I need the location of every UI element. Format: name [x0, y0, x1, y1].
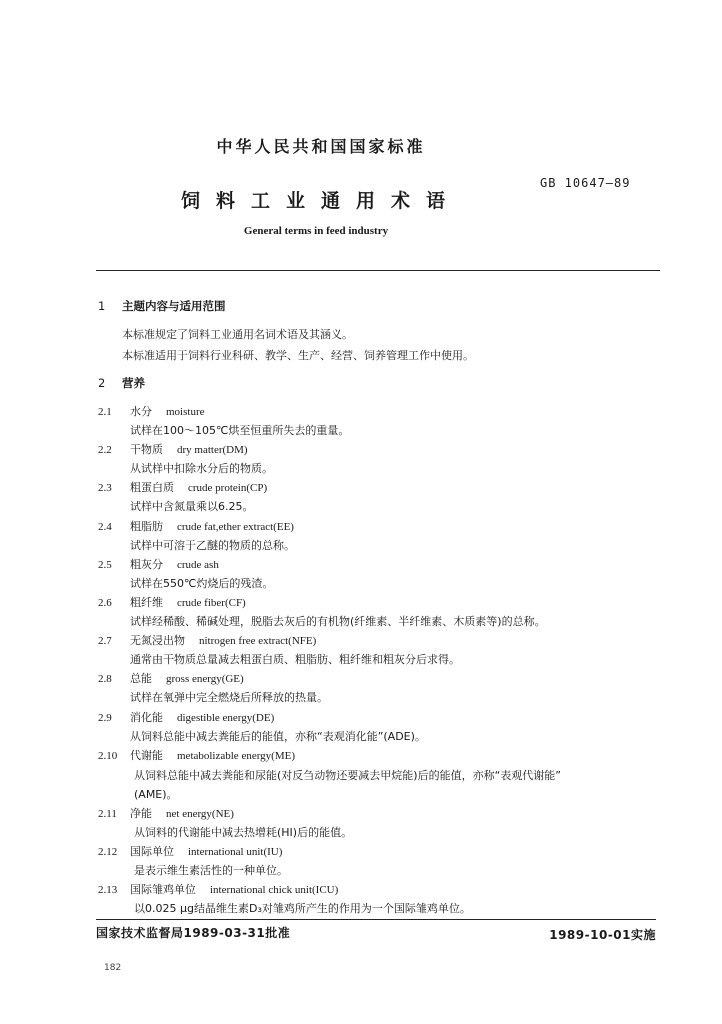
term-english: dry matter(DM): [177, 444, 248, 456]
term-number: 2.11: [98, 808, 117, 820]
section-heading: [98, 298, 226, 314]
term-definition: 试样经稀酸、稀碱处理，脱脂去灰后的有机物(纤维素、半纤维素、木质素等)的总称。: [130, 615, 546, 628]
term-chinese: 代谢能: [130, 749, 163, 762]
term-definition: 是表示维生素活性的一种单位。: [134, 864, 288, 877]
term-number: 2.1: [98, 406, 112, 418]
term-chinese: 粗纤维: [130, 596, 163, 609]
term-heading: [98, 670, 244, 686]
term-chinese: 消化能: [130, 711, 163, 724]
term-english: digestible energy(DE): [177, 712, 275, 724]
term-definition: 从饲料总能中减去粪能后的能值，亦称“表观消化能”(ADE)。: [130, 730, 426, 743]
term-heading: [98, 403, 205, 419]
term-chinese: 粗灰分: [130, 558, 163, 571]
approval-date: 国家技术监督局1989-03-31批准: [96, 926, 291, 940]
term-heading: [98, 518, 294, 534]
term-english: moisture: [166, 406, 205, 418]
term-chinese: 国际雏鸡单位: [130, 883, 196, 896]
term-number: 2.7: [98, 635, 112, 647]
term-definition-continued: (AME)。: [134, 788, 178, 801]
term-english: crude ash: [177, 559, 219, 571]
term-english: crude fiber(CF): [177, 597, 246, 609]
term-definition: 试样在氧弹中完全燃烧后所释放的热量。: [130, 691, 328, 704]
term-chinese: 无氮浸出物: [130, 634, 185, 647]
implementation-date: 1989-10-01实施: [549, 928, 656, 942]
term-english: international chick unit(ICU): [210, 884, 339, 896]
term-number: 2.4: [98, 521, 112, 533]
term-english: international unit(IU): [188, 846, 283, 858]
term-chinese: 干物质: [130, 443, 163, 456]
term-heading: [98, 805, 234, 821]
term-heading: [98, 747, 295, 763]
document-title: 饲料工业通用术语: [180, 190, 461, 212]
term-chinese: 总能: [130, 672, 152, 685]
term-definition: 以0.025 μg结晶维生素D₃对雏鸡所产生的作用为一个国际雏鸡单位。: [134, 902, 471, 915]
term-definition: 通常由干物质总量减去粗蛋白质、粗脂肪、粗纤维和粗灰分后求得。: [130, 653, 460, 666]
term-heading: [98, 843, 282, 859]
term-definition: 试样中含氮量乘以6.25。: [130, 500, 254, 513]
term-heading: [98, 479, 267, 495]
term-heading: [98, 881, 338, 897]
page-number: 182: [104, 963, 122, 973]
section-number: 2: [98, 376, 106, 390]
term-english: net energy(NE): [166, 808, 234, 820]
term-definition: 从饲料总能中减去粪能和尿能(对反刍动物还要减去甲烷能)后的能值，亦称“表观代谢能”: [134, 769, 561, 782]
term-heading: [98, 594, 246, 610]
footer-divider: [96, 919, 656, 920]
section-number: 1: [98, 299, 106, 313]
term-heading: [98, 556, 219, 572]
header-divider: [96, 270, 660, 271]
standard-header: 中华人民共和国国家标准: [216, 137, 426, 156]
term-chinese: 净能: [130, 807, 152, 820]
term-number: 2.6: [98, 597, 112, 609]
paragraph: 本标准适用于饲料行业科研、教学、生产、经营、饲养管理工作中使用。: [122, 349, 474, 362]
term-definition: 从试样中扣除水分后的物质。: [130, 462, 273, 475]
term-heading: [98, 632, 316, 648]
term-english: metabolizable energy(ME): [177, 750, 295, 762]
section-heading: [98, 375, 145, 391]
standard-code: GB 10647—89: [540, 176, 631, 190]
term-english: crude protein(CP): [188, 482, 268, 494]
term-english: nitrogen free extract(NFE): [199, 635, 317, 647]
term-number: 2.10: [98, 750, 118, 762]
term-chinese: 粗蛋白质: [130, 481, 174, 494]
term-definition: 从饲料的代谢能中减去热增耗(HI)后的能值。: [134, 826, 353, 839]
document-subtitle: General terms in feed industry: [243, 225, 389, 237]
paragraph: 本标准规定了饲料工业通用名词术语及其涵义。: [122, 328, 353, 341]
term-number: 2.12: [98, 846, 118, 858]
term-heading: [98, 709, 274, 725]
term-definition: 试样在550℃灼烧后的残渣。: [130, 577, 274, 590]
term-chinese: 粗脂肪: [130, 520, 163, 533]
term-number: 2.5: [98, 559, 112, 571]
term-chinese: 水分: [130, 405, 152, 418]
term-number: 2.3: [98, 482, 112, 494]
section-title: 营养: [122, 376, 145, 390]
term-number: 2.8: [98, 673, 112, 685]
term-number: 2.9: [98, 712, 112, 724]
term-english: crude fat,ether extract(EE): [177, 521, 294, 533]
term-number: 2.13: [98, 884, 118, 896]
term-definition: 试样在100～105℃烘至恒重所失去的重量。: [130, 424, 350, 437]
term-heading: [98, 441, 248, 457]
term-number: 2.2: [98, 444, 112, 456]
term-english: gross energy(GE): [166, 673, 244, 685]
section-title: 主题内容与适用范围: [122, 299, 226, 313]
term-definition: 试样中可溶于乙醚的物质的总称。: [130, 539, 295, 552]
term-chinese: 国际单位: [130, 845, 174, 858]
